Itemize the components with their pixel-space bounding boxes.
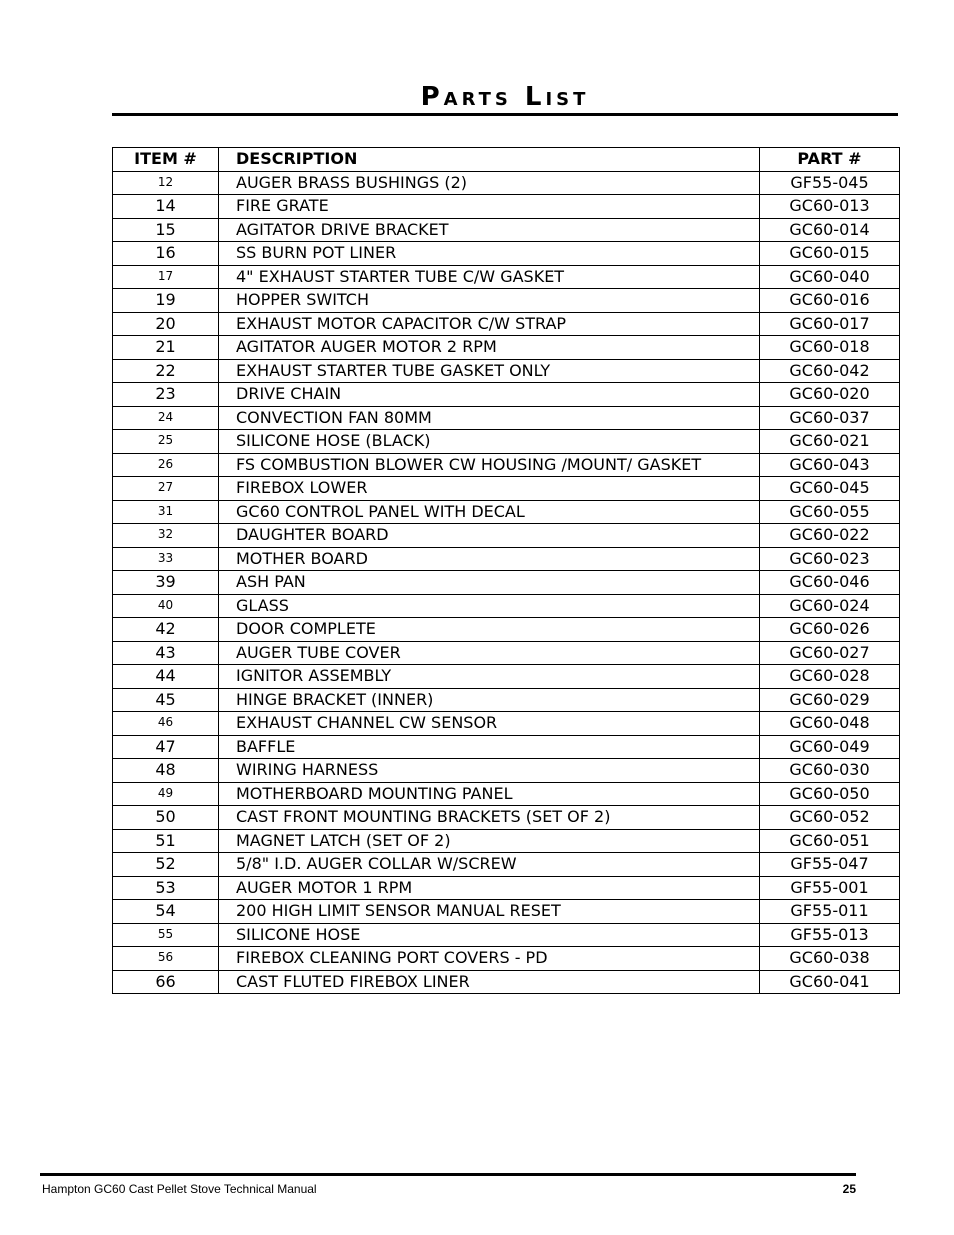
description-cell: MOTHERBOARD MOUNTING PANEL (219, 782, 760, 806)
description-cell: SS BURN POT LINER (219, 242, 760, 266)
table-row (113, 594, 900, 618)
description-cell: 4" EXHAUST STARTER TUBE C/W GASKET (219, 265, 760, 289)
table-row (113, 829, 900, 853)
item-number-cell: 44 (113, 665, 219, 689)
description-cell: ASH PAN (219, 571, 760, 595)
part-number-cell: GC60-049 (760, 735, 900, 759)
item-number-cell: 53 (113, 876, 219, 900)
item-number-cell: 49 (113, 782, 219, 806)
item-number-cell: 56 (113, 947, 219, 971)
item-number-cell: 54 (113, 900, 219, 924)
parts-table (112, 147, 900, 994)
item-number-cell: 66 (113, 970, 219, 994)
table-row (113, 688, 900, 712)
description-cell: FIREBOX LOWER (219, 477, 760, 501)
item-number-cell: 43 (113, 641, 219, 665)
table-row (113, 524, 900, 548)
description-cell: DAUGHTER BOARD (219, 524, 760, 548)
part-number-cell: GC60-042 (760, 359, 900, 383)
description-cell: SILICONE HOSE (219, 923, 760, 947)
description-cell: FIRE GRATE (219, 195, 760, 219)
item-number-cell: 27 (113, 477, 219, 501)
footer-manual-title: Hampton GC60 Cast Pellet Stove Technical Manual (42, 1182, 317, 1196)
column-header-item: ITEM # (113, 148, 219, 172)
part-number-cell: GC60-015 (760, 242, 900, 266)
part-number-cell: GC60-018 (760, 336, 900, 360)
table-row (113, 876, 900, 900)
description-cell: EXHAUST MOTOR CAPACITOR C/W STRAP (219, 312, 760, 336)
description-cell: MOTHER BOARD (219, 547, 760, 571)
part-number-cell: GC60-013 (760, 195, 900, 219)
part-number-cell: GC60-050 (760, 782, 900, 806)
title-divider (112, 113, 898, 116)
part-number-cell: GC60-021 (760, 430, 900, 454)
part-number-cell: GC60-037 (760, 406, 900, 430)
description-cell: HOPPER SWITCH (219, 289, 760, 313)
table-row (113, 618, 900, 642)
item-number-cell: 40 (113, 594, 219, 618)
table-row (113, 500, 900, 524)
description-cell: AGITATOR DRIVE BRACKET (219, 218, 760, 242)
item-number-cell: 25 (113, 430, 219, 454)
footer-divider (40, 1173, 856, 1176)
table-row (113, 665, 900, 689)
item-number-cell: 12 (113, 171, 219, 195)
item-number-cell: 51 (113, 829, 219, 853)
table-row (113, 265, 900, 289)
table-row (113, 735, 900, 759)
item-number-cell: 31 (113, 500, 219, 524)
part-number-cell: GC60-022 (760, 524, 900, 548)
description-cell: CAST FLUTED FIREBOX LINER (219, 970, 760, 994)
part-number-cell: GC60-016 (760, 289, 900, 313)
item-number-cell: 23 (113, 383, 219, 407)
description-cell: CAST FRONT MOUNTING BRACKETS (SET OF 2) (219, 806, 760, 830)
table-row (113, 477, 900, 501)
part-number-cell: GC60-026 (760, 618, 900, 642)
table-row (113, 406, 900, 430)
item-number-cell: 26 (113, 453, 219, 477)
description-cell: EXHAUST STARTER TUBE GASKET ONLY (219, 359, 760, 383)
table-row (113, 806, 900, 830)
table-row (113, 453, 900, 477)
part-number-cell: GF55-011 (760, 900, 900, 924)
description-cell: EXHAUST CHANNEL CW SENSOR (219, 712, 760, 736)
part-number-cell: GC60-055 (760, 500, 900, 524)
description-cell: GC60 CONTROL PANEL WITH DECAL (219, 500, 760, 524)
description-cell: HINGE BRACKET (INNER) (219, 688, 760, 712)
description-cell: BAFFLE (219, 735, 760, 759)
description-cell: WIRING HARNESS (219, 759, 760, 783)
item-number-cell: 17 (113, 265, 219, 289)
parts-table-body (113, 171, 900, 994)
table-row (113, 853, 900, 877)
part-number-cell: GC60-046 (760, 571, 900, 595)
table-row (113, 289, 900, 313)
part-number-cell: GC60-045 (760, 477, 900, 501)
description-cell: AUGER BRASS BUSHINGS (2) (219, 171, 760, 195)
footer-page-number: 25 (842, 1182, 856, 1196)
description-cell: CONVECTION FAN 80MM (219, 406, 760, 430)
part-number-cell: GF55-047 (760, 853, 900, 877)
description-cell: DOOR COMPLETE (219, 618, 760, 642)
part-number-cell: GC60-051 (760, 829, 900, 853)
table-row (113, 947, 900, 971)
column-header-part: PART # (760, 148, 900, 172)
description-cell: IGNITOR ASSEMBLY (219, 665, 760, 689)
item-number-cell: 45 (113, 688, 219, 712)
item-number-cell: 16 (113, 242, 219, 266)
item-number-cell: 22 (113, 359, 219, 383)
item-number-cell: 14 (113, 195, 219, 219)
item-number-cell: 15 (113, 218, 219, 242)
item-number-cell: 50 (113, 806, 219, 830)
part-number-cell: GC60-029 (760, 688, 900, 712)
part-number-cell: GC60-027 (760, 641, 900, 665)
table-row (113, 712, 900, 736)
part-number-cell: GC60-048 (760, 712, 900, 736)
item-number-cell: 42 (113, 618, 219, 642)
table-row (113, 312, 900, 336)
item-number-cell: 55 (113, 923, 219, 947)
item-number-cell: 24 (113, 406, 219, 430)
description-cell: SILICONE HOSE (BLACK) (219, 430, 760, 454)
description-cell: FS COMBUSTION BLOWER CW HOUSING /MOUNT/ GASKET (219, 453, 760, 477)
item-number-cell: 52 (113, 853, 219, 877)
description-cell: GLASS (219, 594, 760, 618)
part-number-cell: GC60-030 (760, 759, 900, 783)
table-row (113, 195, 900, 219)
part-number-cell: GC60-038 (760, 947, 900, 971)
table-row (113, 970, 900, 994)
table-row (113, 782, 900, 806)
table-row (113, 547, 900, 571)
part-number-cell: GC60-014 (760, 218, 900, 242)
description-cell: 200 HIGH LIMIT SENSOR MANUAL RESET (219, 900, 760, 924)
column-header-description: DESCRIPTION (219, 148, 760, 172)
table-row (113, 641, 900, 665)
table-row (113, 900, 900, 924)
part-number-cell: GF55-013 (760, 923, 900, 947)
description-cell: AGITATOR AUGER MOTOR 2 RPM (219, 336, 760, 360)
part-number-cell: GF55-045 (760, 171, 900, 195)
table-row (113, 359, 900, 383)
part-number-cell: GC60-028 (760, 665, 900, 689)
table-row (113, 923, 900, 947)
part-number-cell: GC60-020 (760, 383, 900, 407)
page-title: Parts List (420, 82, 590, 112)
description-cell: MAGNET LATCH (SET OF 2) (219, 829, 760, 853)
table-row (113, 759, 900, 783)
table-row (113, 571, 900, 595)
part-number-cell: GC60-024 (760, 594, 900, 618)
part-number-cell: GC60-040 (760, 265, 900, 289)
table-row (113, 171, 900, 195)
description-cell: AUGER TUBE COVER (219, 641, 760, 665)
table-row (113, 336, 900, 360)
part-number-cell: GC60-043 (760, 453, 900, 477)
part-number-cell: GC60-017 (760, 312, 900, 336)
part-number-cell: GC60-052 (760, 806, 900, 830)
description-cell: FIREBOX CLEANING PORT COVERS - PD (219, 947, 760, 971)
part-number-cell: GF55-001 (760, 876, 900, 900)
item-number-cell: 33 (113, 547, 219, 571)
part-number-cell: GC60-023 (760, 547, 900, 571)
item-number-cell: 32 (113, 524, 219, 548)
item-number-cell: 47 (113, 735, 219, 759)
description-cell: DRIVE CHAIN (219, 383, 760, 407)
table-row (113, 218, 900, 242)
item-number-cell: 46 (113, 712, 219, 736)
table-header-row (113, 148, 900, 172)
table-row (113, 383, 900, 407)
table-row (113, 430, 900, 454)
item-number-cell: 48 (113, 759, 219, 783)
item-number-cell: 21 (113, 336, 219, 360)
item-number-cell: 39 (113, 571, 219, 595)
table-row (113, 242, 900, 266)
description-cell: AUGER MOTOR 1 RPM (219, 876, 760, 900)
item-number-cell: 20 (113, 312, 219, 336)
part-number-cell: GC60-041 (760, 970, 900, 994)
description-cell: 5/8" I.D. AUGER COLLAR W/SCREW (219, 853, 760, 877)
item-number-cell: 19 (113, 289, 219, 313)
